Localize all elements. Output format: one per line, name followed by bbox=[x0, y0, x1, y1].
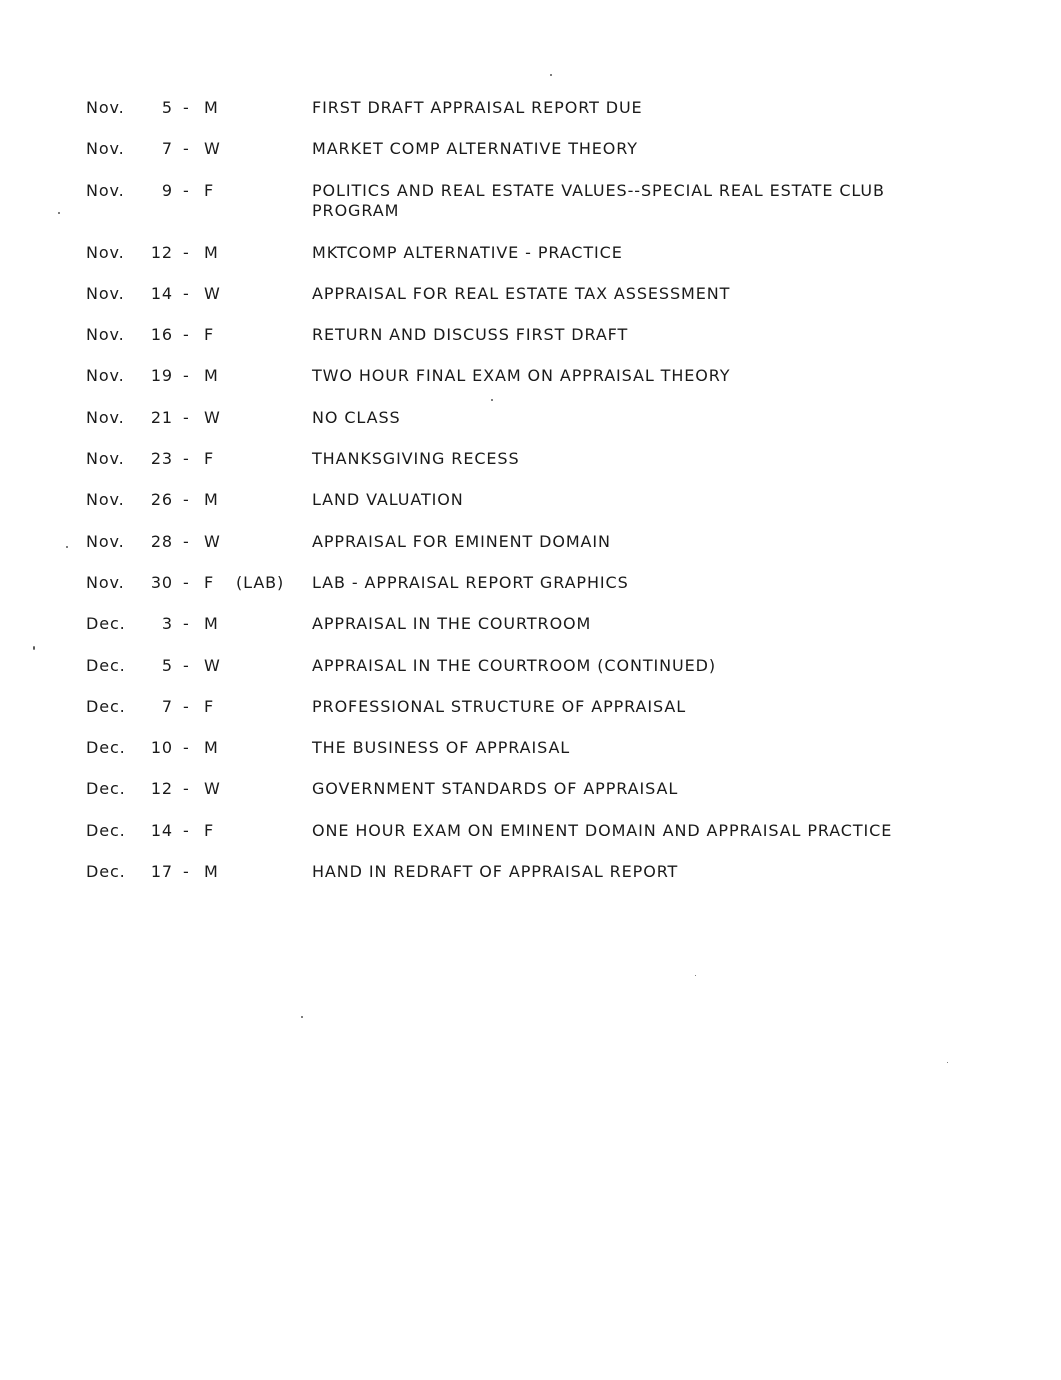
scan-speck bbox=[550, 74, 552, 76]
schedule-month: Nov. bbox=[86, 242, 125, 262]
date-separator: - bbox=[183, 738, 190, 758]
schedule-weekday: W bbox=[204, 779, 221, 799]
schedule-row bbox=[0, 447, 1061, 488]
date-separator: - bbox=[183, 572, 190, 592]
schedule-row bbox=[0, 571, 1061, 612]
date-separator: - bbox=[183, 696, 190, 716]
date-separator: - bbox=[183, 139, 190, 159]
date-separator: - bbox=[183, 242, 190, 262]
schedule-month: Nov. bbox=[86, 98, 125, 117]
date-separator: - bbox=[183, 490, 190, 510]
schedule-day: 3 bbox=[161, 614, 173, 634]
schedule-weekday: M bbox=[204, 862, 219, 882]
schedule-weekday: W bbox=[204, 407, 221, 427]
schedule-weekday: F bbox=[204, 696, 215, 716]
schedule-month: Nov. bbox=[86, 572, 125, 592]
schedule-day: 5 bbox=[161, 655, 173, 675]
schedule-weekday: F bbox=[204, 325, 215, 345]
schedule-weekday: M bbox=[204, 614, 219, 634]
schedule-topic: HAND IN REDRAFT OF APPRAISAL REPORT bbox=[312, 862, 679, 882]
schedule-row bbox=[0, 282, 1061, 323]
schedule-topic: APPRAISAL IN THE COURTROOM bbox=[312, 614, 592, 634]
schedule-day: 30 bbox=[150, 572, 173, 592]
schedule-row bbox=[0, 241, 1061, 282]
schedule-weekday: W bbox=[204, 139, 221, 159]
date-separator: - bbox=[183, 655, 190, 675]
schedule-topic: GOVERNMENT STANDARDS OF APPRAISAL bbox=[312, 779, 679, 799]
schedule-day: 19 bbox=[150, 366, 173, 386]
schedule-weekday: M bbox=[204, 490, 219, 510]
schedule-month: Nov. bbox=[86, 180, 125, 200]
schedule-day: 7 bbox=[161, 139, 173, 159]
schedule-weekday: F bbox=[204, 820, 215, 840]
date-separator: - bbox=[183, 180, 190, 200]
schedule-row bbox=[0, 364, 1061, 405]
schedule-month: Dec. bbox=[86, 862, 126, 882]
schedule-weekday: F bbox=[204, 449, 215, 469]
schedule-day: 12 bbox=[150, 779, 173, 799]
schedule-month: Nov. bbox=[86, 531, 125, 551]
date-separator: - bbox=[183, 614, 190, 634]
schedule-topic: ONE HOUR EXAM ON EMINENT DOMAIN AND APPRAISAL PRACTICE bbox=[312, 820, 893, 840]
course-schedule bbox=[0, 96, 1061, 901]
schedule-topic: PROFESSIONAL STRUCTURE OF APPRAISAL bbox=[312, 696, 687, 716]
schedule-row bbox=[0, 179, 1061, 241]
session-note: (LAB) bbox=[236, 572, 285, 592]
date-separator: - bbox=[183, 779, 190, 799]
scan-speck bbox=[947, 1062, 948, 1063]
schedule-topic: RETURN AND DISCUSS FIRST DRAFT bbox=[312, 325, 629, 345]
schedule-day: 14 bbox=[150, 820, 173, 840]
schedule-month: Dec. bbox=[86, 779, 126, 799]
schedule-weekday: W bbox=[204, 655, 221, 675]
schedule-row bbox=[0, 96, 1061, 137]
schedule-day: 7 bbox=[161, 696, 173, 716]
schedule-month: Dec. bbox=[86, 696, 126, 716]
schedule-month: Nov. bbox=[86, 490, 125, 510]
schedule-day: 9 bbox=[161, 180, 173, 200]
scan-speck bbox=[301, 1016, 303, 1018]
schedule-day: 10 bbox=[150, 738, 173, 758]
schedule-row bbox=[0, 530, 1061, 571]
schedule-topic: APPRAISAL FOR REAL ESTATE TAX ASSESSMENT bbox=[312, 283, 731, 303]
schedule-topic: MARKET COMP ALTERNATIVE THEORY bbox=[312, 139, 638, 159]
schedule-month: Nov. bbox=[86, 407, 125, 427]
schedule-weekday: F bbox=[204, 180, 215, 200]
schedule-weekday: M bbox=[204, 98, 219, 117]
schedule-weekday: M bbox=[204, 242, 219, 262]
schedule-topic: LAB - APPRAISAL REPORT GRAPHICS bbox=[312, 572, 629, 592]
schedule-row bbox=[0, 323, 1061, 364]
schedule-row bbox=[0, 612, 1061, 653]
date-separator: - bbox=[183, 449, 190, 469]
scan-speck bbox=[695, 975, 696, 976]
schedule-day: 21 bbox=[150, 407, 173, 427]
schedule-topic: POLITICS AND REAL ESTATE VALUES--SPECIAL REAL ESTATE CLUB PROGRAM bbox=[312, 180, 885, 220]
date-separator: - bbox=[183, 820, 190, 840]
schedule-row bbox=[0, 819, 1061, 860]
schedule-topic: LAND VALUATION bbox=[312, 490, 464, 510]
schedule-topic: FIRST DRAFT APPRAISAL REPORT DUE bbox=[312, 98, 643, 117]
schedule-topic: APPRAISAL FOR EMINENT DOMAIN bbox=[312, 531, 611, 551]
date-separator: - bbox=[183, 98, 190, 117]
schedule-month: Nov. bbox=[86, 366, 125, 386]
schedule-topic: THE BUSINESS OF APPRAISAL bbox=[312, 738, 571, 758]
date-separator: - bbox=[183, 407, 190, 427]
schedule-month: Nov. bbox=[86, 325, 125, 345]
schedule-month: Nov. bbox=[86, 449, 125, 469]
schedule-month: Dec. bbox=[86, 655, 126, 675]
schedule-day: 17 bbox=[150, 862, 173, 882]
schedule-day: 12 bbox=[150, 242, 173, 262]
date-separator: - bbox=[183, 366, 190, 386]
schedule-weekday: W bbox=[204, 283, 221, 303]
schedule-topic: MKTCOMP ALTERNATIVE - PRACTICE bbox=[312, 242, 623, 262]
schedule-day: 28 bbox=[150, 531, 173, 551]
schedule-row bbox=[0, 654, 1061, 695]
schedule-row bbox=[0, 777, 1061, 818]
schedule-topic: TWO HOUR FINAL EXAM ON APPRAISAL THEORY bbox=[312, 366, 731, 386]
schedule-row bbox=[0, 860, 1061, 901]
schedule-row bbox=[0, 695, 1061, 736]
schedule-topic: APPRAISAL IN THE COURTROOM (CONTINUED) bbox=[312, 655, 716, 675]
schedule-weekday: M bbox=[204, 366, 219, 386]
schedule-day: 16 bbox=[150, 325, 173, 345]
date-separator: - bbox=[183, 283, 190, 303]
schedule-row bbox=[0, 406, 1061, 447]
date-separator: - bbox=[183, 531, 190, 551]
schedule-day: 23 bbox=[150, 449, 173, 469]
schedule-row bbox=[0, 736, 1061, 777]
schedule-month: Dec. bbox=[86, 614, 126, 634]
schedule-day: 5 bbox=[161, 98, 173, 117]
schedule-weekday: W bbox=[204, 531, 221, 551]
schedule-topic: THANKSGIVING RECESS bbox=[312, 449, 520, 469]
schedule-topic: NO CLASS bbox=[312, 407, 401, 427]
date-separator: - bbox=[183, 325, 190, 345]
schedule-weekday: F bbox=[204, 572, 215, 592]
schedule-month: Dec. bbox=[86, 738, 126, 758]
schedule-month: Nov. bbox=[86, 283, 125, 303]
schedule-month: Dec. bbox=[86, 820, 126, 840]
schedule-day: 26 bbox=[150, 490, 173, 510]
date-separator: - bbox=[183, 862, 190, 882]
schedule-row bbox=[0, 488, 1061, 529]
schedule-weekday: M bbox=[204, 738, 219, 758]
schedule-month: Nov. bbox=[86, 139, 125, 159]
schedule-row bbox=[0, 137, 1061, 178]
schedule-day: 14 bbox=[150, 283, 173, 303]
